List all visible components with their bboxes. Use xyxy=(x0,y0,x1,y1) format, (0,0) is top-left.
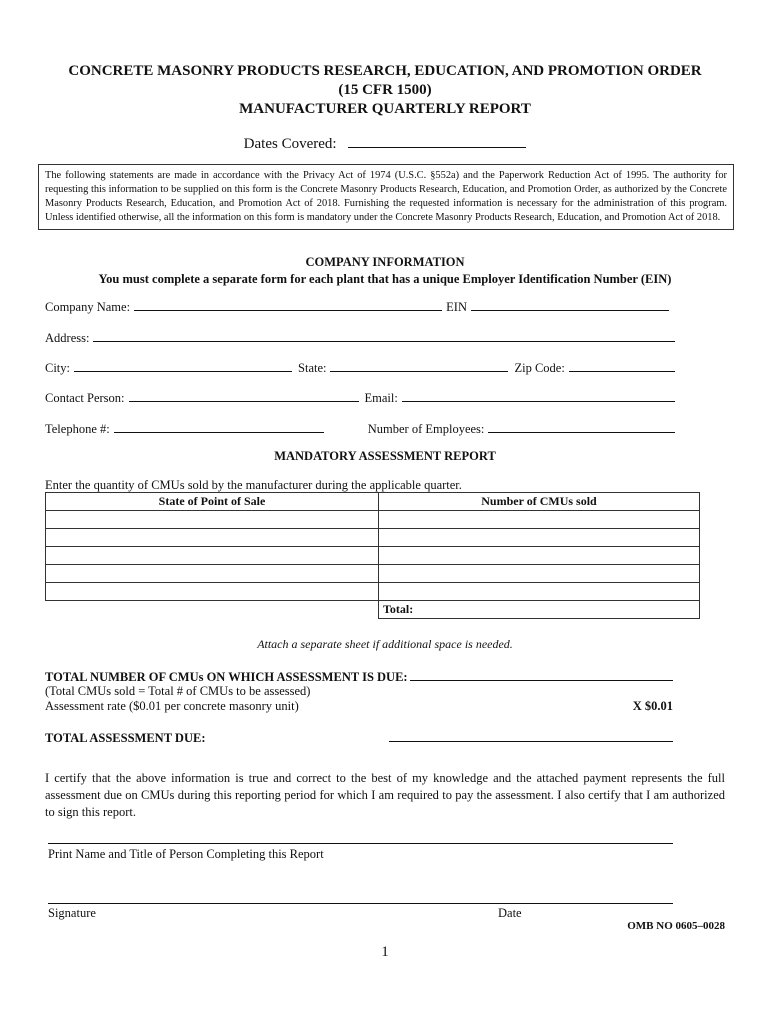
company-info-heading xyxy=(0,254,770,288)
table-header-row xyxy=(46,493,700,511)
signature-line[interactable] xyxy=(48,903,673,904)
title-line-3: MANUFACTURER QUARTERLY REPORT xyxy=(239,101,531,117)
city-label: City: xyxy=(45,361,71,375)
cmus-cell[interactable] xyxy=(379,547,700,565)
dates-covered-row xyxy=(0,134,770,153)
address-row xyxy=(45,329,675,346)
col-cmus-header: Number of CMUs sold xyxy=(379,493,700,511)
sales-table xyxy=(45,492,700,619)
table-row xyxy=(46,565,700,583)
company-name-row xyxy=(45,298,675,315)
telephone-label: Telephone #: xyxy=(45,422,110,436)
privacy-notice: The following statements are made in accordance with the Privacy Act of 1974 (U.S.C. §552a) and the Paperwork Reduction Act of 1995. The authority for requesting this information to be supplied on this form is the Concrete Masonry Products Research, Education, and Promotion Order, as authorized by the Concrete Masonry Products Research, Education, and Promotion Act of 2018. Furnishing the requested information is necessary for the administration of this program. Unless identified otherwise, all the information on this form is mandatory under the Concrete Masonry Products Research, Education, and Promotion Act of 2018. xyxy=(38,164,734,230)
telephone-field[interactable] xyxy=(114,420,324,433)
employees-label: Number of Employees: xyxy=(367,422,485,436)
email-field[interactable] xyxy=(402,389,675,402)
total-cmus-label: TOTAL NUMBER OF CMUs ON WHICH ASSESSMENT IS DUE xyxy=(45,670,404,684)
state-cell[interactable] xyxy=(46,583,379,601)
company-name-field[interactable] xyxy=(134,298,442,311)
city-field[interactable] xyxy=(74,359,292,372)
print-name-line[interactable] xyxy=(48,843,673,844)
table-row xyxy=(46,511,700,529)
total-cmus-field[interactable] xyxy=(410,668,673,681)
cmus-cell[interactable] xyxy=(379,583,700,601)
assessment-heading: MANDATORY ASSESSMENT REPORT xyxy=(274,449,496,463)
state-label: State: xyxy=(298,361,327,375)
city-state-zip-row xyxy=(45,359,675,376)
company-subheading-text: You must complete a separate form for each plant that has a unique Employer Identification Number (EIN) xyxy=(98,272,672,286)
table-total-row xyxy=(46,601,700,619)
rate-row xyxy=(45,699,673,714)
zip-field[interactable] xyxy=(569,359,675,372)
total-cmus-note: (Total CMUs sold = Total # of CMUs to be assessed) xyxy=(45,684,311,698)
contact-field[interactable] xyxy=(129,389,359,402)
dates-covered-field[interactable] xyxy=(348,134,526,148)
contact-label: Contact Person: xyxy=(45,391,125,405)
state-cell[interactable] xyxy=(46,511,379,529)
date-label: Date xyxy=(498,906,522,920)
total-cmus-row: TOTAL NUMBER OF CMUs ON WHICH ASSESSMENT IS DUE : xyxy=(45,668,673,685)
state-cell[interactable] xyxy=(46,547,379,565)
rate-value: X $0.01 xyxy=(632,699,673,713)
print-name-label: Print Name and Title of Person Completing this Report xyxy=(48,847,324,861)
total-due-label: TOTAL ASSESSMENT DUE: xyxy=(45,731,206,745)
state-cell[interactable] xyxy=(46,565,379,583)
address-label: Address: xyxy=(45,331,90,345)
company-name-label: Company Name: xyxy=(45,300,131,314)
table-row xyxy=(46,583,700,601)
blank-cell xyxy=(46,601,379,619)
ein-field[interactable] xyxy=(471,298,669,311)
assessment-instruction: Enter the quantity of CMUs sold by the manufacturer during the applicable quarter. xyxy=(45,478,462,492)
dates-covered-label: Dates Covered: xyxy=(243,136,337,152)
total-cell[interactable]: Total: xyxy=(379,601,700,619)
title-line-2: (15 CFR 1500) xyxy=(338,82,432,98)
form-title xyxy=(0,62,770,119)
table-row xyxy=(46,547,700,565)
cmus-cell[interactable] xyxy=(379,565,700,583)
total-label: Total xyxy=(383,602,410,616)
company-heading-text: COMPANY INFORMATION xyxy=(305,255,465,269)
rate-label: Assessment rate ($0.01 per concrete masonry unit) xyxy=(45,699,299,713)
contact-email-row xyxy=(45,389,675,406)
employees-field[interactable] xyxy=(488,420,675,433)
cmus-cell[interactable] xyxy=(379,511,700,529)
zip-label: Zip Code: xyxy=(514,361,565,375)
state-field[interactable] xyxy=(330,359,508,372)
cmus-cell[interactable] xyxy=(379,529,700,547)
address-field[interactable] xyxy=(93,329,675,342)
table-row xyxy=(46,529,700,547)
certification-text: I certify that the above information is true and correct to the best of my knowledge and the attached payment represents the full assessment due on CMUs during this reporting period for which I am required to pay the assessment. I also certify that I am authorized to sign this report. xyxy=(45,771,725,819)
page-number: 1 xyxy=(381,944,389,960)
total-due-field[interactable] xyxy=(389,729,673,742)
ein-label: EIN xyxy=(446,300,467,314)
state-cell[interactable] xyxy=(46,529,379,547)
email-label: Email: xyxy=(364,391,398,405)
omb-number: OMB NO 0605–0028 xyxy=(627,920,725,932)
telephone-employees-row xyxy=(45,420,675,437)
col-state-header: State of Point of Sale xyxy=(46,493,379,511)
signature-label: Signature xyxy=(48,906,96,920)
title-line-1: CONCRETE MASONRY PRODUCTS RESEARCH, EDUCATION, AND PROMOTION ORDER xyxy=(68,63,702,79)
total-due-row xyxy=(45,729,673,746)
attach-note: Attach a separate sheet if additional space is needed. xyxy=(257,637,513,651)
